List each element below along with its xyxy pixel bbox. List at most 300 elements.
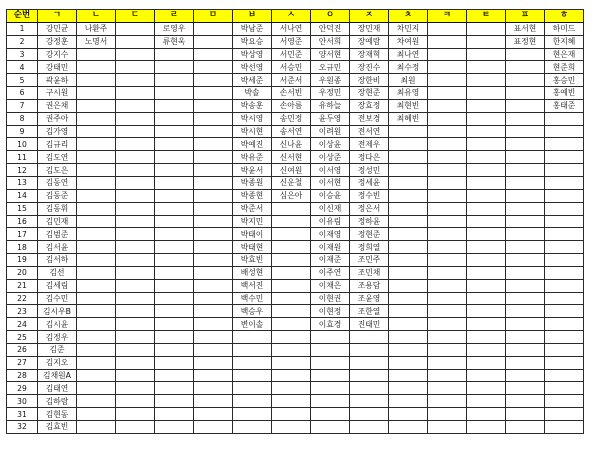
name-cell bbox=[467, 61, 506, 74]
name-cell: 박남준 bbox=[233, 22, 272, 35]
name-cell: 백서진 bbox=[233, 279, 272, 292]
name-cell bbox=[116, 369, 155, 382]
name-cell bbox=[428, 254, 467, 267]
name-cell bbox=[155, 318, 194, 331]
name-cell bbox=[116, 48, 155, 61]
name-cell bbox=[116, 228, 155, 241]
name-cell bbox=[116, 22, 155, 35]
name-cell: 김효빈 bbox=[38, 421, 77, 434]
name-cell bbox=[428, 125, 467, 138]
name-cell bbox=[77, 189, 116, 202]
name-cell: 박윤서 bbox=[233, 164, 272, 177]
name-cell bbox=[116, 35, 155, 48]
name-cell: 이신재 bbox=[311, 202, 350, 215]
name-cell bbox=[194, 228, 233, 241]
name-cell bbox=[194, 382, 233, 395]
name-cell bbox=[545, 305, 584, 318]
name-cell bbox=[467, 292, 506, 305]
name-cell bbox=[467, 35, 506, 48]
name-cell bbox=[272, 228, 311, 241]
name-cell: 김범준 bbox=[38, 228, 77, 241]
name-cell: 권주아 bbox=[38, 112, 77, 125]
name-cell bbox=[116, 176, 155, 189]
name-cell: 홍승민 bbox=[545, 74, 584, 87]
name-cell bbox=[506, 202, 545, 215]
table-row bbox=[7, 369, 584, 382]
name-cell: 신여원 bbox=[272, 164, 311, 177]
name-cell bbox=[272, 318, 311, 331]
table-row bbox=[7, 48, 584, 61]
name-cell: 전보경 bbox=[350, 112, 389, 125]
name-cell bbox=[77, 279, 116, 292]
name-cell bbox=[77, 292, 116, 305]
name-cell bbox=[545, 176, 584, 189]
name-cell bbox=[428, 202, 467, 215]
row-number: 5 bbox=[7, 74, 38, 87]
name-cell bbox=[506, 215, 545, 228]
name-cell bbox=[272, 421, 311, 434]
name-cell: 김정우 bbox=[38, 331, 77, 344]
name-cell bbox=[233, 421, 272, 434]
name-cell bbox=[545, 279, 584, 292]
name-cell bbox=[428, 61, 467, 74]
name-cell bbox=[155, 331, 194, 344]
name-cell: 표서현 bbox=[506, 22, 545, 35]
name-cell bbox=[311, 369, 350, 382]
name-cell bbox=[116, 125, 155, 138]
name-cell bbox=[155, 87, 194, 100]
table-row bbox=[7, 318, 584, 331]
name-cell: 이서현 bbox=[311, 176, 350, 189]
name-cell bbox=[116, 421, 155, 434]
table-row bbox=[7, 279, 584, 292]
name-cell bbox=[467, 305, 506, 318]
name-cell bbox=[350, 369, 389, 382]
name-cell bbox=[428, 176, 467, 189]
name-cell bbox=[116, 318, 155, 331]
name-cell: 이상윤 bbox=[311, 138, 350, 151]
row-number: 11 bbox=[7, 151, 38, 164]
name-cell: 박시영 bbox=[233, 112, 272, 125]
name-cell bbox=[389, 164, 428, 177]
name-cell bbox=[194, 138, 233, 151]
header-consonant: ㅍ bbox=[506, 10, 545, 23]
name-cell bbox=[389, 292, 428, 305]
table-row bbox=[7, 421, 584, 434]
name-cell bbox=[116, 266, 155, 279]
name-cell bbox=[77, 87, 116, 100]
name-cell bbox=[233, 356, 272, 369]
name-cell: 하미드 bbox=[545, 22, 584, 35]
name-cell bbox=[116, 254, 155, 267]
name-cell bbox=[194, 266, 233, 279]
row-number: 1 bbox=[7, 22, 38, 35]
name-cell: 서승민 bbox=[272, 61, 311, 74]
name-cell bbox=[194, 254, 233, 267]
name-cell: 변이솔 bbox=[233, 318, 272, 331]
name-cell: 송민정 bbox=[272, 112, 311, 125]
name-cell: 우원종 bbox=[311, 74, 350, 87]
name-cell bbox=[116, 61, 155, 74]
name-cell: 정은서 bbox=[350, 202, 389, 215]
name-cell: 김도은 bbox=[38, 164, 77, 177]
name-cell: 김도연 bbox=[38, 151, 77, 164]
name-cell bbox=[389, 215, 428, 228]
name-cell bbox=[194, 164, 233, 177]
name-cell bbox=[155, 202, 194, 215]
name-cell bbox=[467, 99, 506, 112]
name-cell bbox=[116, 408, 155, 421]
name-cell bbox=[194, 99, 233, 112]
name-cell bbox=[77, 151, 116, 164]
name-cell bbox=[194, 189, 233, 202]
name-cell: 김서윤 bbox=[38, 241, 77, 254]
name-cell: 정현준 bbox=[350, 228, 389, 241]
name-cell: 장진수 bbox=[350, 61, 389, 74]
name-cell bbox=[155, 395, 194, 408]
name-cell: 백수민 bbox=[233, 292, 272, 305]
name-cell: 정희열 bbox=[350, 241, 389, 254]
name-cell bbox=[506, 164, 545, 177]
name-cell: 박지민 bbox=[233, 215, 272, 228]
name-cell bbox=[350, 421, 389, 434]
name-cell: 이승윤 bbox=[311, 189, 350, 202]
name-cell: 구시원 bbox=[38, 87, 77, 100]
name-cell bbox=[77, 382, 116, 395]
row-number: 23 bbox=[7, 305, 38, 318]
name-cell bbox=[155, 48, 194, 61]
name-cell bbox=[545, 382, 584, 395]
name-cell: 최나연 bbox=[389, 48, 428, 61]
row-number: 2 bbox=[7, 35, 38, 48]
row-number: 26 bbox=[7, 343, 38, 356]
table-row bbox=[7, 241, 584, 254]
header-consonant: ㅂ bbox=[233, 10, 272, 23]
name-cell: 오규민 bbox=[311, 61, 350, 74]
name-cell: 박태이 bbox=[233, 228, 272, 241]
name-cell bbox=[155, 292, 194, 305]
name-cell bbox=[272, 305, 311, 318]
name-cell bbox=[467, 112, 506, 125]
name-cell: 정세윤 bbox=[350, 176, 389, 189]
name-cell: 강민균 bbox=[38, 22, 77, 35]
header-consonant: ㅁ bbox=[194, 10, 233, 23]
row-number: 6 bbox=[7, 87, 38, 100]
name-cell bbox=[77, 61, 116, 74]
name-cell bbox=[311, 395, 350, 408]
name-cell bbox=[545, 395, 584, 408]
name-cell bbox=[116, 331, 155, 344]
name-cell: 조윤영 bbox=[350, 292, 389, 305]
name-cell bbox=[467, 395, 506, 408]
name-cell bbox=[116, 99, 155, 112]
name-cell bbox=[155, 408, 194, 421]
name-cell bbox=[272, 408, 311, 421]
name-cell: 우정민 bbox=[311, 87, 350, 100]
header-consonant: ㅎ bbox=[545, 10, 584, 23]
name-cell bbox=[155, 215, 194, 228]
name-cell bbox=[233, 395, 272, 408]
name-cell bbox=[545, 356, 584, 369]
name-cell bbox=[350, 331, 389, 344]
name-cell bbox=[311, 331, 350, 344]
name-cell bbox=[155, 61, 194, 74]
name-cell bbox=[116, 202, 155, 215]
header-consonant: ㅌ bbox=[467, 10, 506, 23]
table-row bbox=[7, 292, 584, 305]
name-cell bbox=[506, 343, 545, 356]
name-cell bbox=[194, 125, 233, 138]
name-cell bbox=[77, 241, 116, 254]
name-cell: 유하늘 bbox=[311, 99, 350, 112]
name-cell: 최수정 bbox=[389, 61, 428, 74]
name-cell bbox=[506, 138, 545, 151]
name-cell bbox=[77, 99, 116, 112]
row-number: 8 bbox=[7, 112, 38, 125]
name-cell bbox=[233, 369, 272, 382]
row-number: 19 bbox=[7, 254, 38, 267]
name-cell bbox=[272, 215, 311, 228]
name-cell bbox=[389, 254, 428, 267]
name-cell: 이재원 bbox=[311, 241, 350, 254]
name-cell bbox=[194, 176, 233, 189]
table-row bbox=[7, 61, 584, 74]
name-cell bbox=[77, 254, 116, 267]
name-cell bbox=[272, 369, 311, 382]
name-cell: 이재영 bbox=[311, 228, 350, 241]
name-cell bbox=[77, 343, 116, 356]
name-cell: 박효빈 bbox=[233, 254, 272, 267]
name-cell bbox=[545, 266, 584, 279]
name-cell bbox=[77, 421, 116, 434]
name-cell bbox=[350, 356, 389, 369]
name-cell bbox=[467, 421, 506, 434]
name-cell bbox=[428, 369, 467, 382]
name-cell bbox=[428, 356, 467, 369]
name-cell bbox=[506, 305, 545, 318]
name-cell bbox=[194, 22, 233, 35]
name-cell: 로영우 bbox=[155, 22, 194, 35]
table-row bbox=[7, 382, 584, 395]
name-cell bbox=[389, 382, 428, 395]
name-cell bbox=[155, 228, 194, 241]
name-cell bbox=[428, 189, 467, 202]
name-cell bbox=[545, 202, 584, 215]
name-cell bbox=[389, 369, 428, 382]
name-cell: 이려원 bbox=[311, 125, 350, 138]
name-cell bbox=[194, 87, 233, 100]
name-cell bbox=[155, 164, 194, 177]
name-cell bbox=[467, 87, 506, 100]
name-cell bbox=[428, 99, 467, 112]
name-cell bbox=[272, 331, 311, 344]
name-cell: 이현정 bbox=[311, 305, 350, 318]
name-cell: 손서빈 bbox=[272, 87, 311, 100]
name-cell bbox=[77, 305, 116, 318]
row-number: 4 bbox=[7, 61, 38, 74]
row-number: 25 bbox=[7, 331, 38, 344]
name-cell bbox=[77, 112, 116, 125]
roster-table bbox=[6, 9, 584, 434]
name-cell: 김하람 bbox=[38, 395, 77, 408]
name-cell: 박요승 bbox=[233, 35, 272, 48]
name-cell bbox=[389, 395, 428, 408]
name-cell bbox=[545, 318, 584, 331]
name-cell: 김채원A bbox=[38, 369, 77, 382]
name-cell bbox=[233, 408, 272, 421]
name-cell bbox=[155, 254, 194, 267]
name-cell: 박준서 bbox=[233, 202, 272, 215]
name-cell bbox=[428, 343, 467, 356]
name-cell bbox=[467, 228, 506, 241]
name-cell: 조민채 bbox=[350, 266, 389, 279]
name-cell: 양서현 bbox=[311, 48, 350, 61]
name-cell bbox=[77, 318, 116, 331]
name-cell bbox=[545, 112, 584, 125]
table-row bbox=[7, 125, 584, 138]
name-cell: 정성민 bbox=[350, 164, 389, 177]
name-cell bbox=[506, 228, 545, 241]
name-cell: 최현빈 bbox=[389, 99, 428, 112]
name-cell bbox=[428, 215, 467, 228]
name-cell bbox=[506, 382, 545, 395]
name-cell: 김수민 bbox=[38, 292, 77, 305]
name-cell bbox=[506, 112, 545, 125]
name-cell: 장민재 bbox=[350, 22, 389, 35]
name-cell bbox=[428, 292, 467, 305]
name-cell: 홍예빈 bbox=[545, 87, 584, 100]
name-cell: 박상영 bbox=[233, 48, 272, 61]
name-cell bbox=[428, 35, 467, 48]
name-cell bbox=[467, 138, 506, 151]
name-cell: 박송훈 bbox=[233, 99, 272, 112]
name-cell bbox=[545, 241, 584, 254]
name-cell bbox=[428, 279, 467, 292]
table-row bbox=[7, 87, 584, 100]
name-cell bbox=[506, 254, 545, 267]
name-cell bbox=[389, 176, 428, 189]
name-cell bbox=[389, 125, 428, 138]
name-cell: 박세준 bbox=[233, 74, 272, 87]
name-cell bbox=[155, 343, 194, 356]
name-cell bbox=[428, 331, 467, 344]
name-cell bbox=[311, 421, 350, 434]
name-cell bbox=[428, 164, 467, 177]
name-cell bbox=[467, 266, 506, 279]
name-cell bbox=[116, 215, 155, 228]
name-cell bbox=[467, 164, 506, 177]
name-cell bbox=[389, 408, 428, 421]
name-cell bbox=[389, 228, 428, 241]
name-cell: 현은재 bbox=[545, 48, 584, 61]
name-cell bbox=[77, 408, 116, 421]
name-cell bbox=[116, 305, 155, 318]
name-cell: 김준 bbox=[38, 343, 77, 356]
name-cell bbox=[428, 138, 467, 151]
name-cell: 박솔 bbox=[233, 87, 272, 100]
name-cell bbox=[155, 138, 194, 151]
name-cell bbox=[389, 279, 428, 292]
name-cell bbox=[116, 292, 155, 305]
name-cell: 이채은 bbox=[311, 279, 350, 292]
table-row bbox=[7, 151, 584, 164]
name-cell: 장한비 bbox=[350, 74, 389, 87]
name-cell bbox=[77, 369, 116, 382]
name-cell bbox=[116, 112, 155, 125]
name-cell: 강지수 bbox=[38, 48, 77, 61]
name-cell: 장재혁 bbox=[350, 48, 389, 61]
name-cell bbox=[194, 215, 233, 228]
name-cell bbox=[389, 343, 428, 356]
name-cell: 안서희 bbox=[311, 35, 350, 48]
name-cell: 조민주 bbox=[350, 254, 389, 267]
name-cell bbox=[350, 395, 389, 408]
name-cell bbox=[506, 421, 545, 434]
name-cell bbox=[506, 99, 545, 112]
name-cell: 권은채 bbox=[38, 99, 77, 112]
name-cell bbox=[77, 266, 116, 279]
name-cell bbox=[467, 382, 506, 395]
name-cell: 박예진 bbox=[233, 138, 272, 151]
name-cell bbox=[272, 395, 311, 408]
name-cell bbox=[116, 343, 155, 356]
table-row bbox=[7, 99, 584, 112]
name-cell bbox=[428, 395, 467, 408]
name-cell: 이현권 bbox=[311, 292, 350, 305]
header-row bbox=[7, 10, 584, 23]
name-cell bbox=[428, 151, 467, 164]
name-cell bbox=[467, 279, 506, 292]
name-cell: 김지오 bbox=[38, 356, 77, 369]
name-cell bbox=[545, 254, 584, 267]
name-cell bbox=[155, 112, 194, 125]
name-cell bbox=[389, 318, 428, 331]
name-cell bbox=[545, 343, 584, 356]
name-cell bbox=[272, 382, 311, 395]
name-cell: 이주연 bbox=[311, 266, 350, 279]
name-cell: 장효정 bbox=[350, 99, 389, 112]
header-consonant: ㅋ bbox=[428, 10, 467, 23]
header-consonant: ㄱ bbox=[38, 10, 77, 23]
name-cell: 정다은 bbox=[350, 151, 389, 164]
name-cell bbox=[272, 241, 311, 254]
name-cell: 정수빈 bbox=[350, 189, 389, 202]
name-cell bbox=[545, 331, 584, 344]
name-cell bbox=[506, 292, 545, 305]
name-cell bbox=[116, 382, 155, 395]
name-cell bbox=[506, 189, 545, 202]
table-row bbox=[7, 215, 584, 228]
name-cell: 조한열 bbox=[350, 305, 389, 318]
name-cell: 김세림 bbox=[38, 279, 77, 292]
name-cell: 박태현 bbox=[233, 241, 272, 254]
name-cell bbox=[311, 356, 350, 369]
name-cell: 이상준 bbox=[311, 151, 350, 164]
table-row bbox=[7, 228, 584, 241]
name-cell: 김태연 bbox=[38, 382, 77, 395]
name-cell bbox=[545, 421, 584, 434]
name-cell bbox=[506, 408, 545, 421]
name-cell bbox=[428, 241, 467, 254]
name-cell bbox=[155, 151, 194, 164]
name-cell bbox=[467, 202, 506, 215]
name-cell bbox=[506, 48, 545, 61]
name-cell bbox=[194, 292, 233, 305]
name-cell: 나환주 bbox=[77, 22, 116, 35]
header-consonant: ㅈ bbox=[350, 10, 389, 23]
name-cell bbox=[77, 125, 116, 138]
row-number: 3 bbox=[7, 48, 38, 61]
